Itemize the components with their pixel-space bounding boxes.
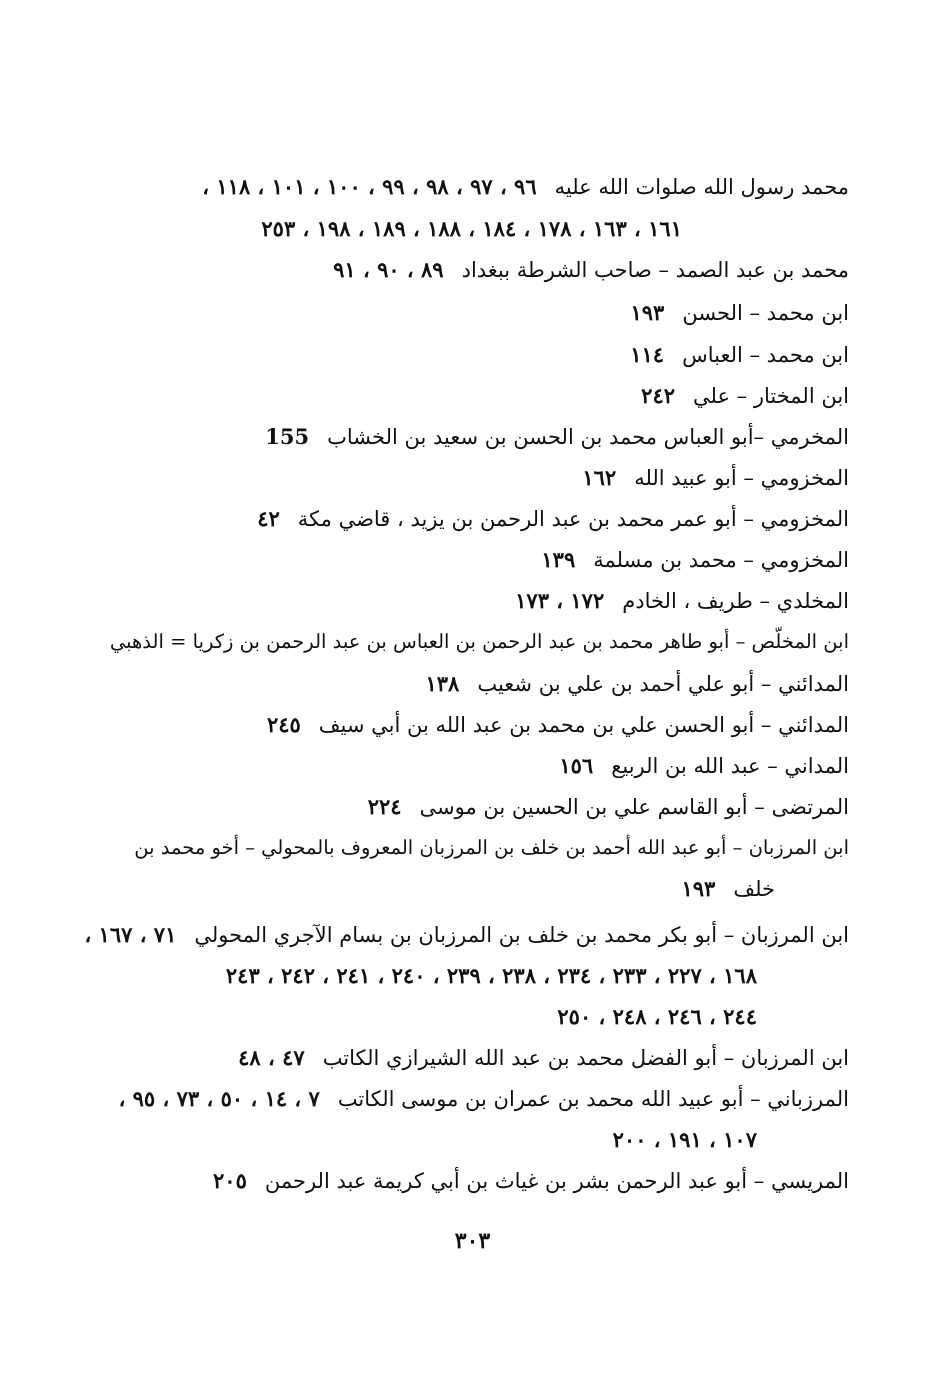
index-entry xyxy=(582,464,849,492)
entry-name: المرزباني – أبو عبيد الله محمد بن عمران بن موسى الكاتب xyxy=(337,1087,849,1111)
entry-name: المخزومي – محمد بن مسلمة xyxy=(593,548,849,572)
index-entry-continuation xyxy=(261,215,700,243)
entry-name: المخزومي – أبو عبيد الله xyxy=(634,466,849,490)
entry-name: المداني – عبد الله بن الربيع xyxy=(611,754,849,778)
index-entry xyxy=(257,505,849,533)
index-entry xyxy=(110,628,849,656)
index-entry-continuation xyxy=(613,1126,775,1154)
page-number: ٣٠٣ xyxy=(454,1228,491,1254)
entry-page-refs: ١٦١ ، ١٦٣ ، ١٧٨ ، ١٨٤ ، ١٨٨ ، ١٨٩ ، ١٩٨ ، ٢٥٣ xyxy=(261,216,682,241)
entry-page-refs: ٢٤٢ xyxy=(641,383,676,408)
index-entry xyxy=(541,546,849,574)
index-entry-continuation xyxy=(226,962,775,990)
entry-name: ابن المرزبان – أبو عبد الله أحمد بن خلف بن المرزبان المعروف بالمحولي – أخو محمد بن xyxy=(134,836,849,859)
entry-name: المخزومي – أبو عمر محمد بن عبد الرحمن بن يزيد ، قاضي مكة xyxy=(297,507,849,531)
entry-name: ابن المخلّص – أبو طاهر محمد بن عبد الرحمن بن العباس بن عبد الرحمن بن زكريا = الذهبي xyxy=(109,630,849,653)
entry-name: ابن المختار – علي xyxy=(693,384,849,408)
entry-page-refs: ٢٤٤ ، ٢٤٦ ، ٢٤٨ ، ٢٥٠ xyxy=(557,1004,757,1029)
entry-page-refs: ١٣٩ xyxy=(541,547,576,572)
entry-page-refs: ١٦٢ xyxy=(582,465,617,490)
index-entry xyxy=(213,1167,849,1195)
index-entry xyxy=(559,752,849,780)
entry-page-refs: ٧ ، ١٤ ، ٥٠ ، ٧٣ ، ٩٥ ، xyxy=(118,1086,320,1111)
entry-name: المريسي – أبو عبد الرحمن بشر بن غياث بن أبي كريمة عبد الرحمن xyxy=(264,1169,849,1193)
entry-page-refs: ١٩٣ xyxy=(681,876,716,901)
entry-page-refs: ٩٦ ، ٩٧ ، ٩٨ ، ٩٩ ، ١٠٠ ، ١٠١ ، ١١٨ ، xyxy=(202,174,537,199)
entry-page-refs: ٨٩ ، ٩٠ ، ٩١ xyxy=(333,257,444,282)
entry-name: المخلدي – طريف ، الخادم xyxy=(622,589,849,613)
index-entry xyxy=(368,793,849,821)
entry-page-refs: ٤٢ xyxy=(257,506,280,531)
index-entry-continuation xyxy=(557,1003,775,1031)
entry-page-refs: ١٣٨ xyxy=(425,671,460,696)
index-entry xyxy=(119,1085,849,1113)
index-entry xyxy=(267,711,849,739)
index-entry xyxy=(202,173,849,201)
entry-name: المدائني – أبو الحسن علي بن محمد بن عبد الله بن أبي سيف xyxy=(318,713,849,737)
entry-name: خلف xyxy=(733,877,775,901)
entry-page-refs: ١١٤ xyxy=(630,342,665,367)
entry-name: محمد رسول الله صلوات الله عليه xyxy=(554,175,849,199)
index-entry xyxy=(333,256,849,284)
entry-page-refs: ١٠٧ ، ١٩١ ، ٢٠٠ xyxy=(612,1127,757,1152)
entry-page-refs: ١٩٣ xyxy=(630,300,665,325)
index-entry xyxy=(84,921,849,949)
entry-name: المدائني – أبو علي أحمد بن علي بن شعيب xyxy=(477,672,849,696)
index-entry xyxy=(134,834,849,862)
entry-page-refs: ٧١ ، ١٦٧ ، xyxy=(84,922,177,947)
index-entry xyxy=(641,382,849,410)
entry-page-refs: 155 xyxy=(265,424,310,449)
index-entry xyxy=(426,670,850,698)
entry-name: ابن محمد – الحسن xyxy=(682,301,849,325)
entry-name: ابن المرزبان – أبو بكر محمد بن خلف بن المرزبان بن بسام الآجري المحولي xyxy=(194,923,849,947)
entry-page-refs: ٢٠٥ xyxy=(213,1168,247,1193)
index-entry xyxy=(515,587,849,615)
index-entry xyxy=(265,423,849,451)
entry-page-refs: ١٥٦ xyxy=(559,753,594,778)
entry-page-refs: ٤٧ ، ٤٨ xyxy=(238,1045,305,1070)
entry-page-refs: ١٦٨ ، ٢٢٧ ، ٢٣٣ ، ٢٣٤ ، ٢٣٨ ، ٢٣٩ ، ٢٤٠ ، ٢٤١ ، ٢٤٢ ، ٢٤٣ xyxy=(225,963,757,988)
index-entry xyxy=(630,341,849,369)
entry-page-refs: ٢٢٤ xyxy=(367,794,402,819)
entry-name: المرتضى – أبو القاسم علي بن الحسين بن موسى xyxy=(419,795,849,819)
entry-name: ابن المرزبان – أبو الفضل محمد بن عبد الله الشيرازي الكاتب xyxy=(322,1046,849,1070)
index-entry xyxy=(238,1044,849,1072)
entry-name: ابن محمد – العباس xyxy=(682,343,849,367)
entry-name: محمد بن عبد الصمد – صاحب الشرطة ببغداد xyxy=(461,258,849,282)
entry-name: المخرمي –أبو العباس محمد بن الحسن بن سعيد بن الخشاب xyxy=(327,425,849,449)
entry-page-refs: ٢٤٥ xyxy=(266,712,301,737)
entry-page-refs: ١٧٢ ، ١٧٣ xyxy=(515,588,605,613)
index-entry-continuation xyxy=(681,875,775,903)
index-entry xyxy=(630,299,849,327)
